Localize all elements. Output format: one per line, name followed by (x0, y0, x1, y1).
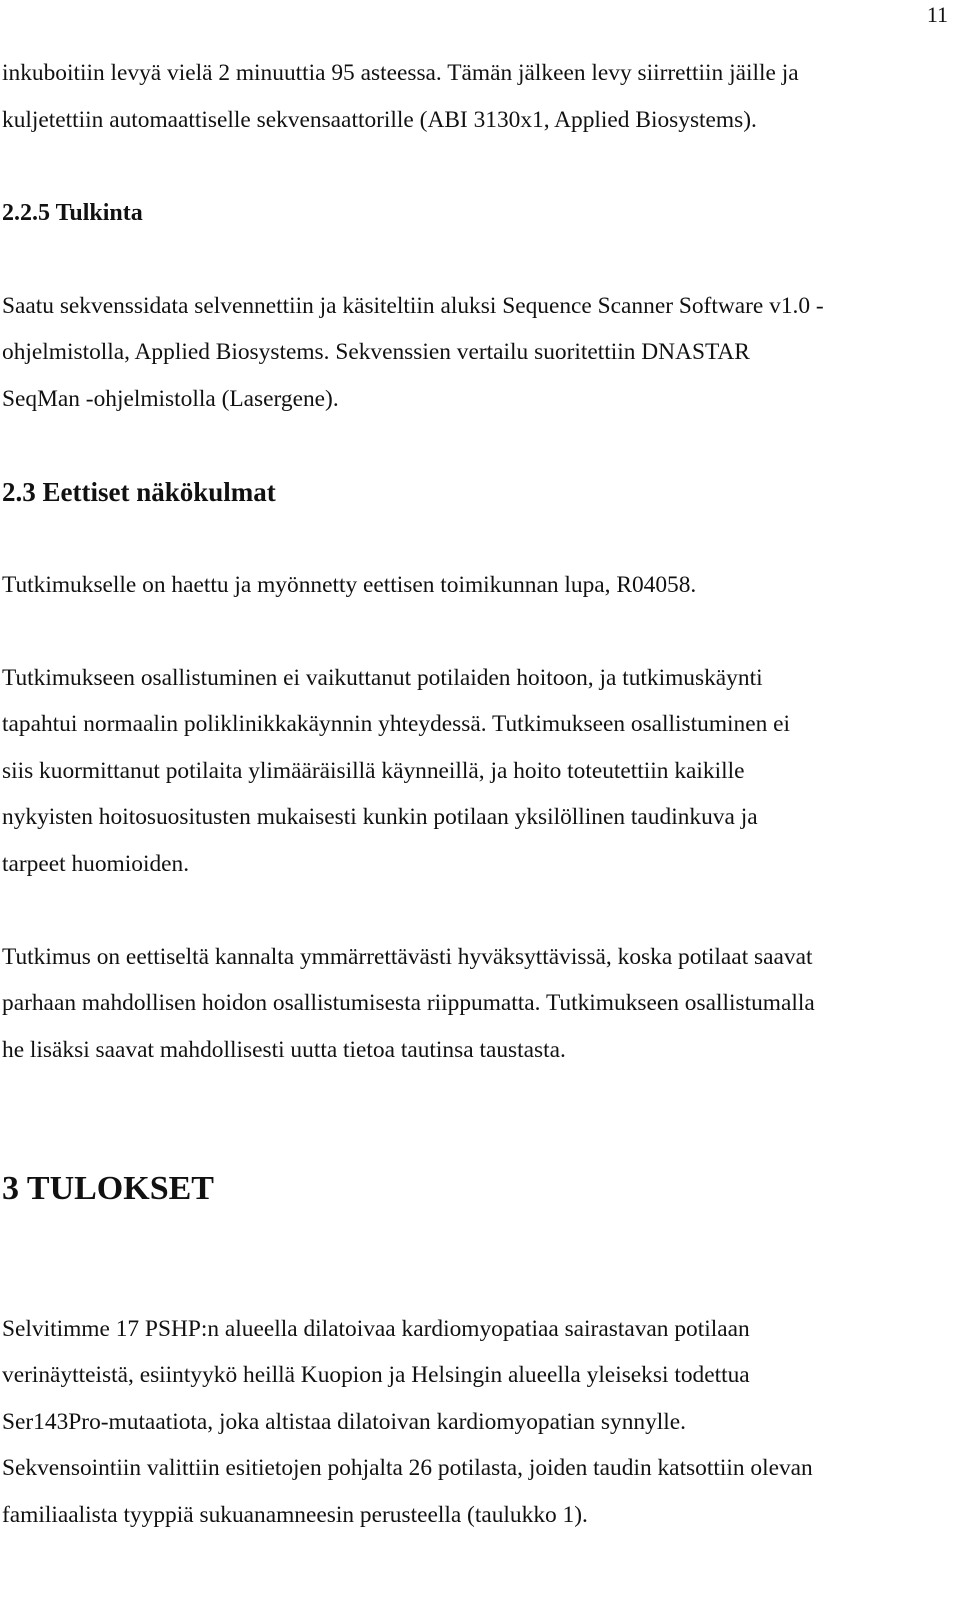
text-line: parhaan mahdollisen hoidon osallistumisesta riippumatta. Tutkimukseen osallistumalla (2, 990, 815, 1016)
text-line: familiaalista tyyppiä sukuanamneesin perusteella (taulukko 1). (2, 1501, 588, 1528)
text-line: verinäytteistä, esiintyykö heillä Kuopion ja Helsingin alueella yleiseksi todettua (2, 1362, 750, 1388)
paragraph-results (2, 1306, 950, 1539)
spacer (2, 143, 950, 190)
text-line: Tutkimukseen osallistuminen ei vaikuttanut potilaiden hoitoon, ja tutkimuskäynti (2, 664, 763, 691)
text-line: he lisäksi saavat mahdollisesti uutta tietoa tautinsa taustasta. (2, 1036, 566, 1063)
spacer (2, 515, 950, 562)
paragraph-participation (2, 655, 950, 888)
text-line: kuljetettiin automaattiselle sekvensaattorille (ABI 3130x1, Applied Biosystems). (2, 106, 757, 133)
heading-2-2-5: 2.2.5 Tulkinta (2, 199, 143, 226)
page-content (2, 50, 950, 1538)
text-line: tarpeet huomioiden. (2, 850, 190, 877)
paragraph-ethics-permit (2, 562, 950, 609)
spacer (2, 1073, 950, 1166)
text-line: SeqMan -ohjelmistolla (Lasergene). (2, 385, 339, 412)
spacer (2, 422, 950, 469)
spacer (2, 236, 950, 283)
text-line: Tutkimus on eettiseltä kannalta ymmärrettävästi hyväksyttävissä, koska potilaat saavat (2, 943, 813, 970)
text-line: Selvitimme 17 PSHP:n alueella dilatoivaa kardiomyopatiaa sairastavan potilaan (2, 1315, 750, 1342)
text-line: Ser143Pro-mutaatiota, joka altistaa dilatoivan kardiomyopatian synnylle. (2, 1408, 687, 1435)
spacer (2, 1213, 950, 1306)
spacer (2, 608, 950, 655)
heading-3-results: 3 TULOKSET (2, 1170, 214, 1207)
text-line: Tutkimukselle on haettu ja myönnetty eettisen toimikunnan lupa, R04058. (2, 571, 697, 598)
paragraph-ethical-acceptability (2, 934, 950, 1074)
text-line: nykyisten hoitosuositusten mukaisesti kunkin potilaan yksilöllinen taudinkuva ja (2, 804, 758, 830)
paragraph-interpretation (2, 283, 950, 423)
spacer (2, 887, 950, 934)
heading-2-3: 2.3 Eettiset näkökulmat (2, 476, 276, 507)
text-line: ohjelmistolla, Applied Biosystems. Sekvenssien vertailu suoritettiin DNASTAR (2, 339, 750, 365)
text-line: Sekvensointiin valittiin esitietojen pohjalta 26 potilasta, joiden taudin katsottiin olevan (2, 1455, 813, 1481)
paragraph-incubation (2, 50, 950, 143)
page-number: 11 (926, 2, 948, 27)
text-line: tapahtui normaalin poliklinikkakäynnin yhteydessä. Tutkimukseen osallistuminen ei (2, 711, 791, 737)
text-line: siis kuormittanut potilaita ylimääräisillä käynneillä, ja hoito toteutettiin kaikille (2, 757, 745, 784)
text-line: inkuboitiin levyä vielä 2 minuuttia 95 asteessa. Tämän jälkeen levy siirrettiin jäille ja (2, 60, 799, 86)
text-line: Saatu sekvenssidata selvennettiin ja käsiteltiin aluksi Sequence Scanner Software v1.0 - (2, 292, 824, 319)
